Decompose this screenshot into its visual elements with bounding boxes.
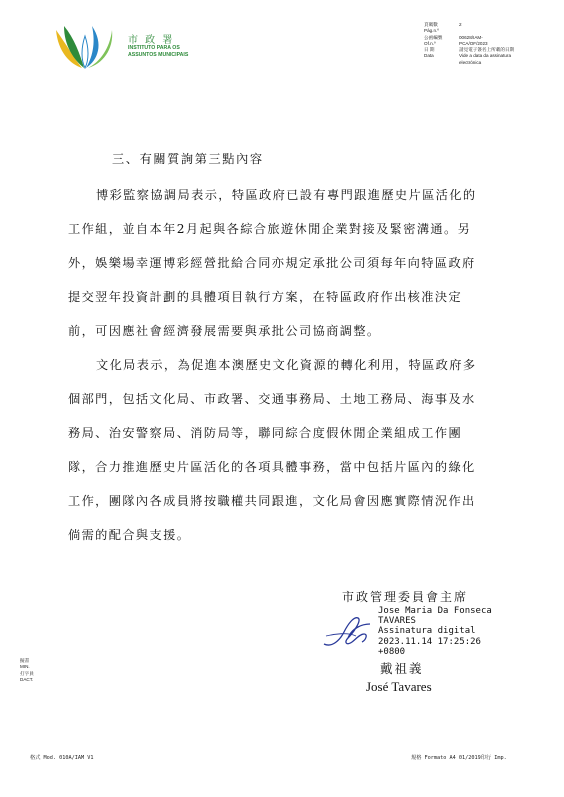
paragraph-line: 工作組，並自本年2月起與各綜合旅遊休閒企業對接及緊密溝通。另 bbox=[68, 222, 472, 236]
digital-signature-stamp bbox=[378, 606, 492, 657]
logo-chinese-name: 市 政 署 bbox=[128, 35, 175, 46]
meta-row bbox=[424, 35, 514, 48]
meta-label: 公函編號 Of.n.º bbox=[424, 34, 443, 46]
form-code: 格式 Mod. 010A/IAM V1 bbox=[30, 755, 94, 761]
section-heading: 三、有關質詢第三點內容 bbox=[112, 152, 264, 166]
meta-label: 日 期 Data bbox=[424, 47, 435, 59]
meta-label: 頁碼數 Pág.n.º bbox=[424, 22, 439, 34]
paragraph-line: 個部門，包括文化局、市政署、交通事務局、土地工務局、海事及水 bbox=[68, 392, 476, 406]
paragraph-cultural-bureau bbox=[68, 348, 518, 552]
document-meta bbox=[424, 22, 514, 66]
meta-value: 請見電子簽名上所載的日期 Vide a data da assinatura electrónica bbox=[459, 47, 515, 65]
paragraph-line: 務局、治安警察局、消防局等，聯同綜合度假休閒企業組成工作團 bbox=[68, 426, 463, 440]
paragraph-line: 提交翌年投資計劃的具體項目執行方案，在特區政府作出核准決定 bbox=[68, 290, 463, 304]
margin-note-line: DACT. bbox=[20, 677, 34, 683]
paragraph-gaming-bureau bbox=[68, 178, 518, 348]
meta-row bbox=[424, 22, 514, 35]
meta-value: 00628/IAM- PCA/OF/2023 bbox=[459, 34, 488, 46]
signatory-name-chinese: 戴祖義 bbox=[380, 661, 424, 676]
paragraph-line: 文化局表示，為促進本澳歷史文化資源的轉化利用，特區政府多 bbox=[96, 358, 477, 372]
handwritten-signature-icon bbox=[318, 610, 374, 652]
digital-signature-line: Assinatura digital bbox=[378, 626, 476, 637]
digital-signature-line: +0800 bbox=[378, 646, 406, 657]
digital-signature-line: Jose Maria Da Fonseca bbox=[378, 606, 492, 616]
iam-logo-icon bbox=[52, 22, 118, 70]
paper-format-note: 規格 Formato A4 01/2019印行 Imp. bbox=[411, 755, 507, 761]
logo-portuguese-name-line1: INSTITUTO PARA OS bbox=[128, 45, 180, 51]
drafter-typist-note bbox=[20, 658, 34, 684]
paragraph-line: 外，娛樂場幸運博彩經營批給合同亦規定承批公司須每年向特區政府 bbox=[68, 256, 476, 270]
paragraph-line: 倘需的配合與支援。 bbox=[68, 528, 191, 542]
paragraph-line: 隊，合力推進歷史片區活化的各項具體事務，當中包括片區內的綠化 bbox=[68, 460, 476, 474]
margin-note-line: MIN. bbox=[20, 664, 30, 670]
paragraph-line: 工作，團隊內各成員將按職權共同跟進，文化局會因應實際情況作出 bbox=[68, 494, 476, 508]
digital-signature-line: 2023.11.14 17:25:26 bbox=[378, 636, 481, 647]
signatory-name-portuguese: José Tavares bbox=[366, 679, 432, 694]
margin-note-line: 打字員 bbox=[20, 670, 34, 676]
logo-portuguese-name-line2: ASSUNTOS MUNICIPAIS bbox=[128, 52, 189, 58]
paragraph-line: 博彩監察協調局表示，特區政府已設有專門跟進歷史片區活化的 bbox=[96, 188, 477, 202]
meta-value: 2 bbox=[459, 22, 462, 27]
digital-signature-line: TAVARES bbox=[378, 616, 416, 627]
meta-row bbox=[424, 47, 514, 66]
signatory-title: 市政管理委員會主席 bbox=[342, 590, 469, 604]
margin-note-line: 擬書 bbox=[20, 658, 30, 663]
paragraph-line: 前，可因應社會經濟發展需要與承批公司協商調整。 bbox=[68, 324, 381, 338]
